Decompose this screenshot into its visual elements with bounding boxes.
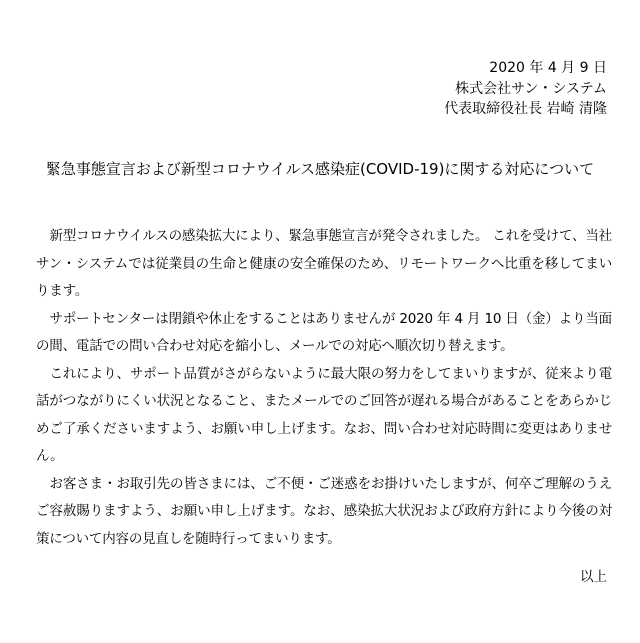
paragraph-4: お客さま・お取引先の皆さまには、ご不便・ご迷惑をお掛けいたしますが、何卒ご理解のうえご容赦賜りますよう、お願い申し上げます。なお、感染拡大状況および政府方針により今後の対策について内容の見直しを随時行ってまいります。 [36, 475, 612, 547]
paragraph-2: サポートセンターは閉鎖や休止をすることはありませんが 2020 年 4 月 10 日（金）より当面の間、電話での問い合わせ対応を縮小し、メールでの対応へ順次切り替えます。 [36, 310, 612, 354]
company-name: 株式会社サン・システム [455, 81, 607, 97]
letter-date: 2020 年 4 月 9 日 [489, 60, 607, 76]
representative-name: 代表取締役社長 岩崎 清隆 [444, 101, 607, 117]
paragraph-3: これにより、サポート品質がさがらないように最大限の努力をしてまいりますが、従来より電話がつながりにくい状況となること、またメールでのご回答が遅れる場合があることをあらかじめご了承くださいますよう、お願い申し上げます。なお、問い合わせ対応時間に変更はありません。 [36, 365, 612, 464]
document-body [36, 223, 612, 553]
closing-mark: 以上 [580, 569, 607, 585]
paragraph-1: 新型コロナウイルスの感染拡大により、緊急事態宣言が発令されました。 これを受けて、当社サン・システムでは従業員の生命と健康の安全確保のため、リモートワークへ比重を移してまいります。 [36, 228, 612, 299]
letter-header [444, 58, 607, 119]
document-title: 緊急事態宣言および新型コロナウイルス感染症(COVID-19)に関する対応について [45, 160, 595, 178]
